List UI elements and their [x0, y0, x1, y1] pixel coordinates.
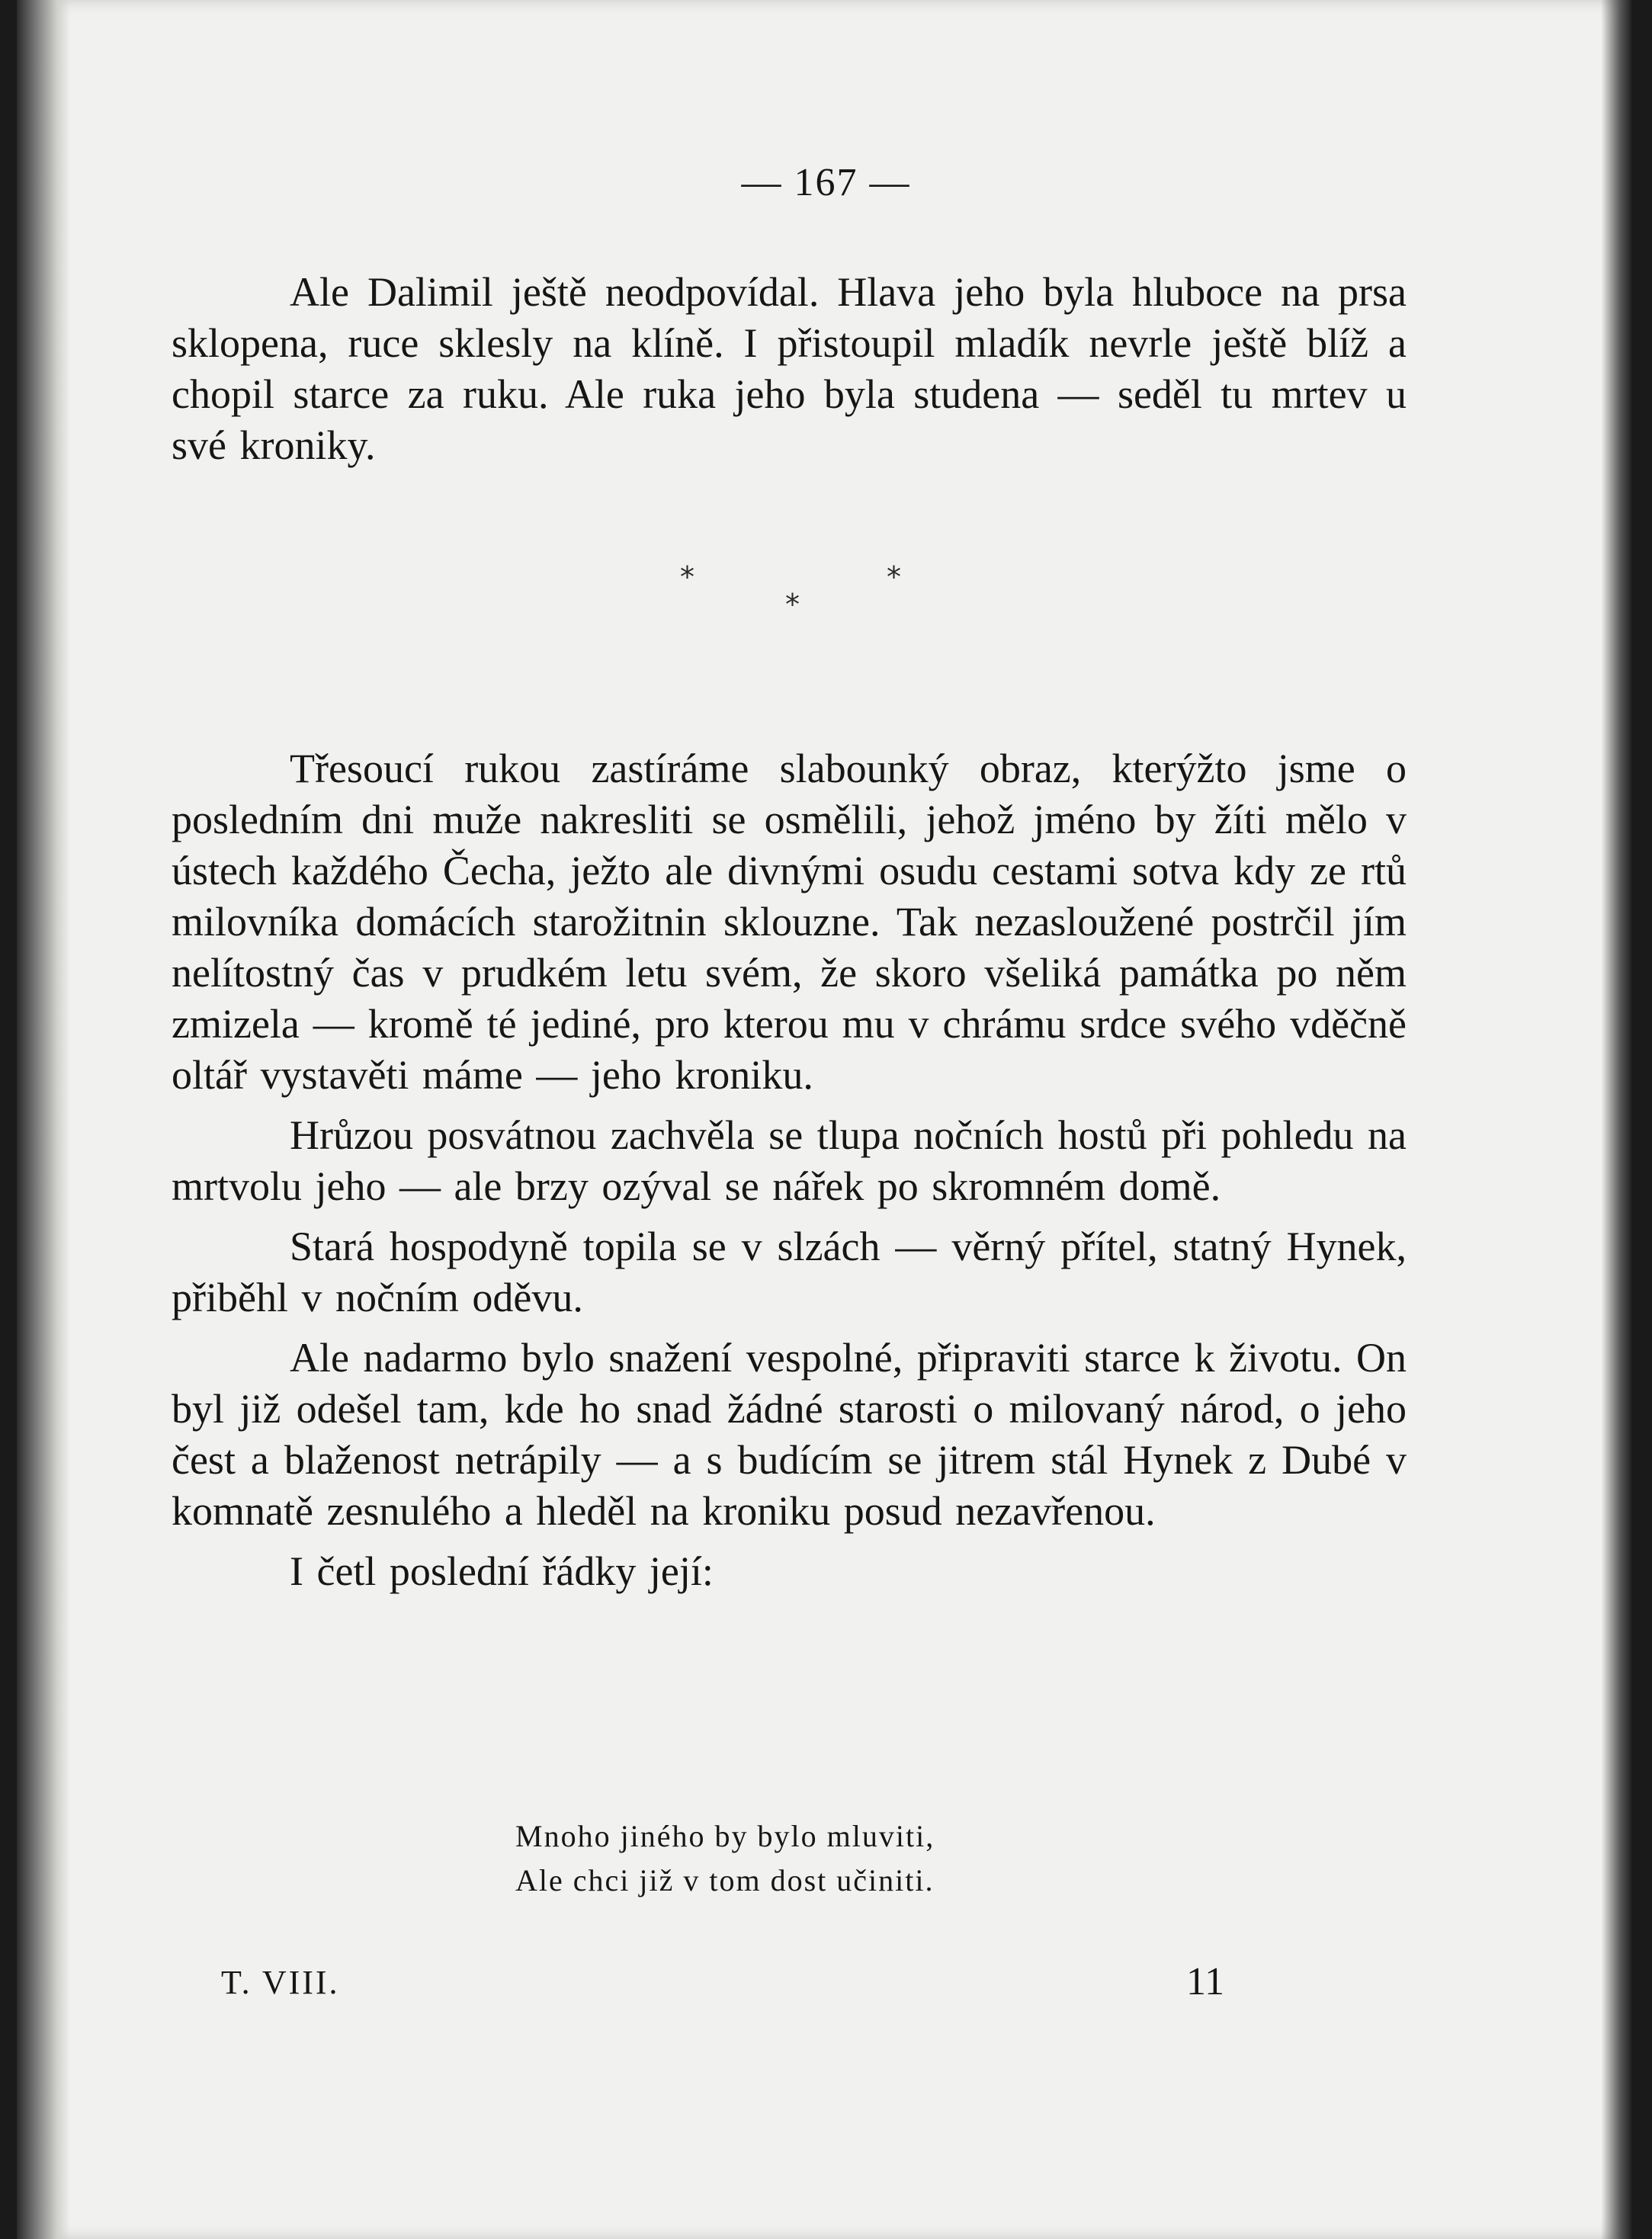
- printer-signature: T. VIII.: [221, 1964, 340, 2001]
- paragraph: Třesoucí rukou zastíráme slabounký obraz, kterýžto jsme o posledním dni muže nakresliti se osmělili, jehož jméno by žíti mělo v ústech každého Čecha, ježto ale divnými osudu cestami sotva kdy ze rtů milovníka domácích starožitnin sklouzne. Tak nezasloužené postrčil jím nelítostný čas v prudkém letu svém, že skoro všeliká památka po něm zmizela — kromě té jediné, pro kterou mu v chrámu srdce svého vděčně oltář vystavěti máme — jeho kroniku.: [172, 746, 1407, 1098]
- paragraph: I četl poslední řádky její:: [290, 1548, 714, 1594]
- sheet-number: 11: [1186, 1960, 1225, 2003]
- main-text: [172, 743, 1407, 1597]
- paragraph: Hrůzou posvátnou zachvěla se tlupa nočních hostů při pohledu na mrtvolu jeho — ale brzy ozýval se nářek po skromném domě.: [172, 1112, 1407, 1209]
- asterisk-3: *: [887, 560, 901, 594]
- page-number: — 167 —: [741, 161, 911, 204]
- page-binding-shadow: [17, 0, 70, 2239]
- paragraph: Ale Dalimil ještě neodpovídal. Hlava jeho byla hluboce na prsa sklopena, ruce sklesly na klíně. I přistoupil mladík nevrle ještě blíž a chopil starce za ruku. Ale ruka jeho byla studena — seděl tu mrtev u své kroniky.: [172, 269, 1407, 468]
- verse-line: Mnoho jiného by bylo mluviti,: [515, 1819, 935, 1853]
- closing-paragraph: [172, 267, 1407, 471]
- page-edge-shadow: [1601, 0, 1631, 2239]
- verse-line: Ale chci již v tom dost učiniti.: [515, 1863, 935, 1897]
- section-divider-asterisks: [0, 560, 1652, 629]
- verse-quote: [515, 1814, 935, 1903]
- paragraph: Ale nadarmo bylo snažení vespolné, připraviti starce k životu. On byl již odešel tam, kde ho snad žádné starosti o milovaný národ, o jeho čest a blaženost netrápily — a s budícím se jitrem stál Hynek z Dubé v komnatě zesnulého a hleděl na kroniku posud nezavřenou.: [172, 1335, 1407, 1534]
- asterisk-2: *: [785, 588, 800, 621]
- paragraph: Stará hospodyně topila se v slzách — věrný přítel, statný Hynek, přiběhl v nočním oděvu.: [172, 1224, 1407, 1320]
- asterisk-1: *: [680, 560, 694, 594]
